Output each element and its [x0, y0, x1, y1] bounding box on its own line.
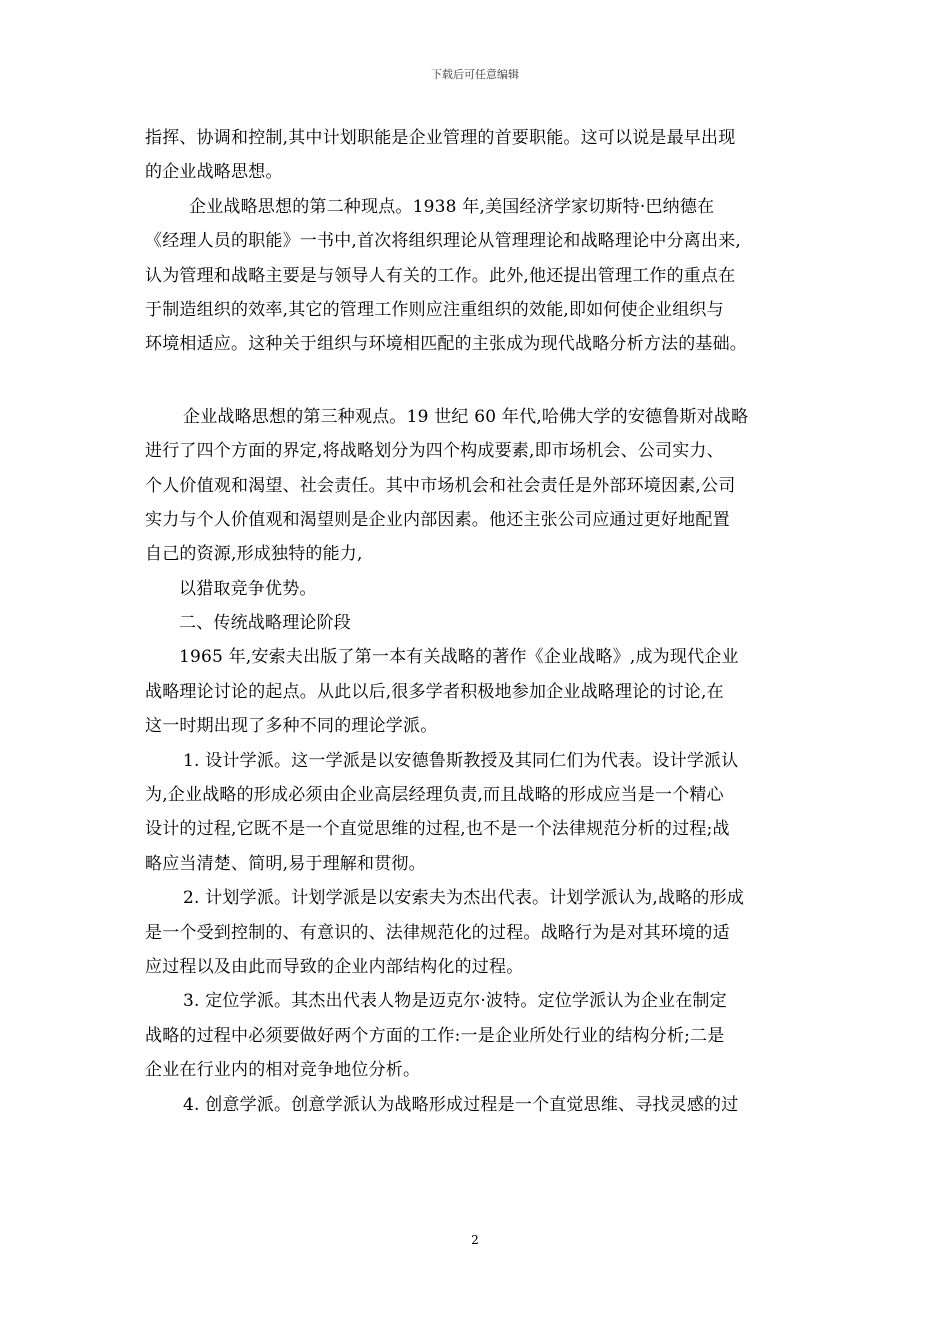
text-line: 自己的资源,形成独特的能力, — [145, 544, 363, 565]
paragraph-start: 企业战略思想的第二种现点。1938 年,美国经济学家切斯特·巴纳德在 — [189, 196, 715, 217]
text-line: 战略的过程中必须要做好两个方面的工作:一是企业所处行业的结构分析;二是 — [145, 1025, 725, 1046]
text-line: 战略理论讨论的起点。从此以后,很多学者积极地参加企业战略理论的讨论,在 — [145, 681, 724, 702]
paragraph-start: 以猎取竞争优势。 — [179, 578, 317, 599]
document-body — [145, 121, 810, 1122]
text-line: 环境相适应。这种关于组织与环境相匹配的主张成为现代战略分析方法的基础。 — [145, 334, 747, 355]
text-line: 个人价值观和渴望、社会责任。其中市场机会和社会责任是外部环境因素,公司 — [145, 475, 736, 496]
text-line: 于制造组织的效率,其它的管理工作则应注重组织的效能,即如何使企业组织与 — [145, 299, 724, 320]
page-header: 下载后可任意编辑 — [431, 68, 519, 81]
text-line: 为,企业战略的形成必须由企业高层经理负责,而且战略的形成应当是一个精心 — [145, 785, 724, 806]
text-line: 的企业战略思想。 — [145, 162, 283, 183]
text-line: 实力与个人价值观和渴望则是企业内部因素。他还主张公司应通过更好地配置 — [145, 509, 730, 530]
text-line: 《经理人员的职能》一书中,首次将组织理论从管理理论和战略理论中分离出来, — [145, 231, 742, 252]
text-line: 这一时期出现了多种不同的理论学派。 — [145, 716, 438, 737]
text-line: 进行了四个方面的界定,将战略划分为四个构成要素,即市场机会、公司实力、 — [145, 441, 724, 462]
list-item-start: 1. 设计学派。这一学派是以安德鲁斯教授及其同仁们为代表。设计学派认 — [183, 750, 739, 771]
text-line: 略应当清楚、简明,易于理解和贯彻。 — [145, 853, 426, 874]
text-line: 认为管理和战略主要是与领导人有关的工作。此外,他还提出管理工作的重点在 — [145, 265, 736, 286]
text-line: 企业在行业内的相对竞争地位分析。 — [145, 1060, 421, 1081]
text-line: 是一个受到控制的、有意识的、法律规范化的过程。战略行为是对其环境的适 — [145, 922, 730, 943]
text-line: 设计的过程,它既不是一个直觉思维的过程,也不是一个法律规范分析的过程;战 — [145, 819, 730, 840]
paragraph-start: 企业战略思想的第三种观点。19 世纪 60 年代,哈佛大学的安德鲁斯对战略 — [183, 406, 749, 427]
page-number: 2 — [471, 1233, 479, 1247]
text-line: 应过程以及由此而导致的企业内部结构化的过程。 — [145, 956, 524, 977]
list-item-start: 3. 定位学派。其杰出代表人物是迈克尔·波特。定位学派认为企业在制定 — [183, 991, 727, 1012]
paragraph-start: 1965 年,安索夫出版了第一本有关战略的著作《企业战略》,成为现代企业 — [179, 647, 739, 668]
list-item-start: 4. 创意学派。创意学派认为战略形成过程是一个直觉思维、寻找灵感的过 — [183, 1094, 739, 1115]
list-item-start: 2. 计划学派。计划学派是以安索夫为杰出代表。计划学派认为,战略的形成 — [183, 888, 745, 909]
text-line: 指挥、协调和控制,其中计划职能是企业管理的首要职能。这可以说是最早出现 — [145, 128, 736, 148]
paragraph-gap — [145, 362, 810, 400]
section-heading: 二、传统战略理论阶段 — [179, 613, 351, 634]
